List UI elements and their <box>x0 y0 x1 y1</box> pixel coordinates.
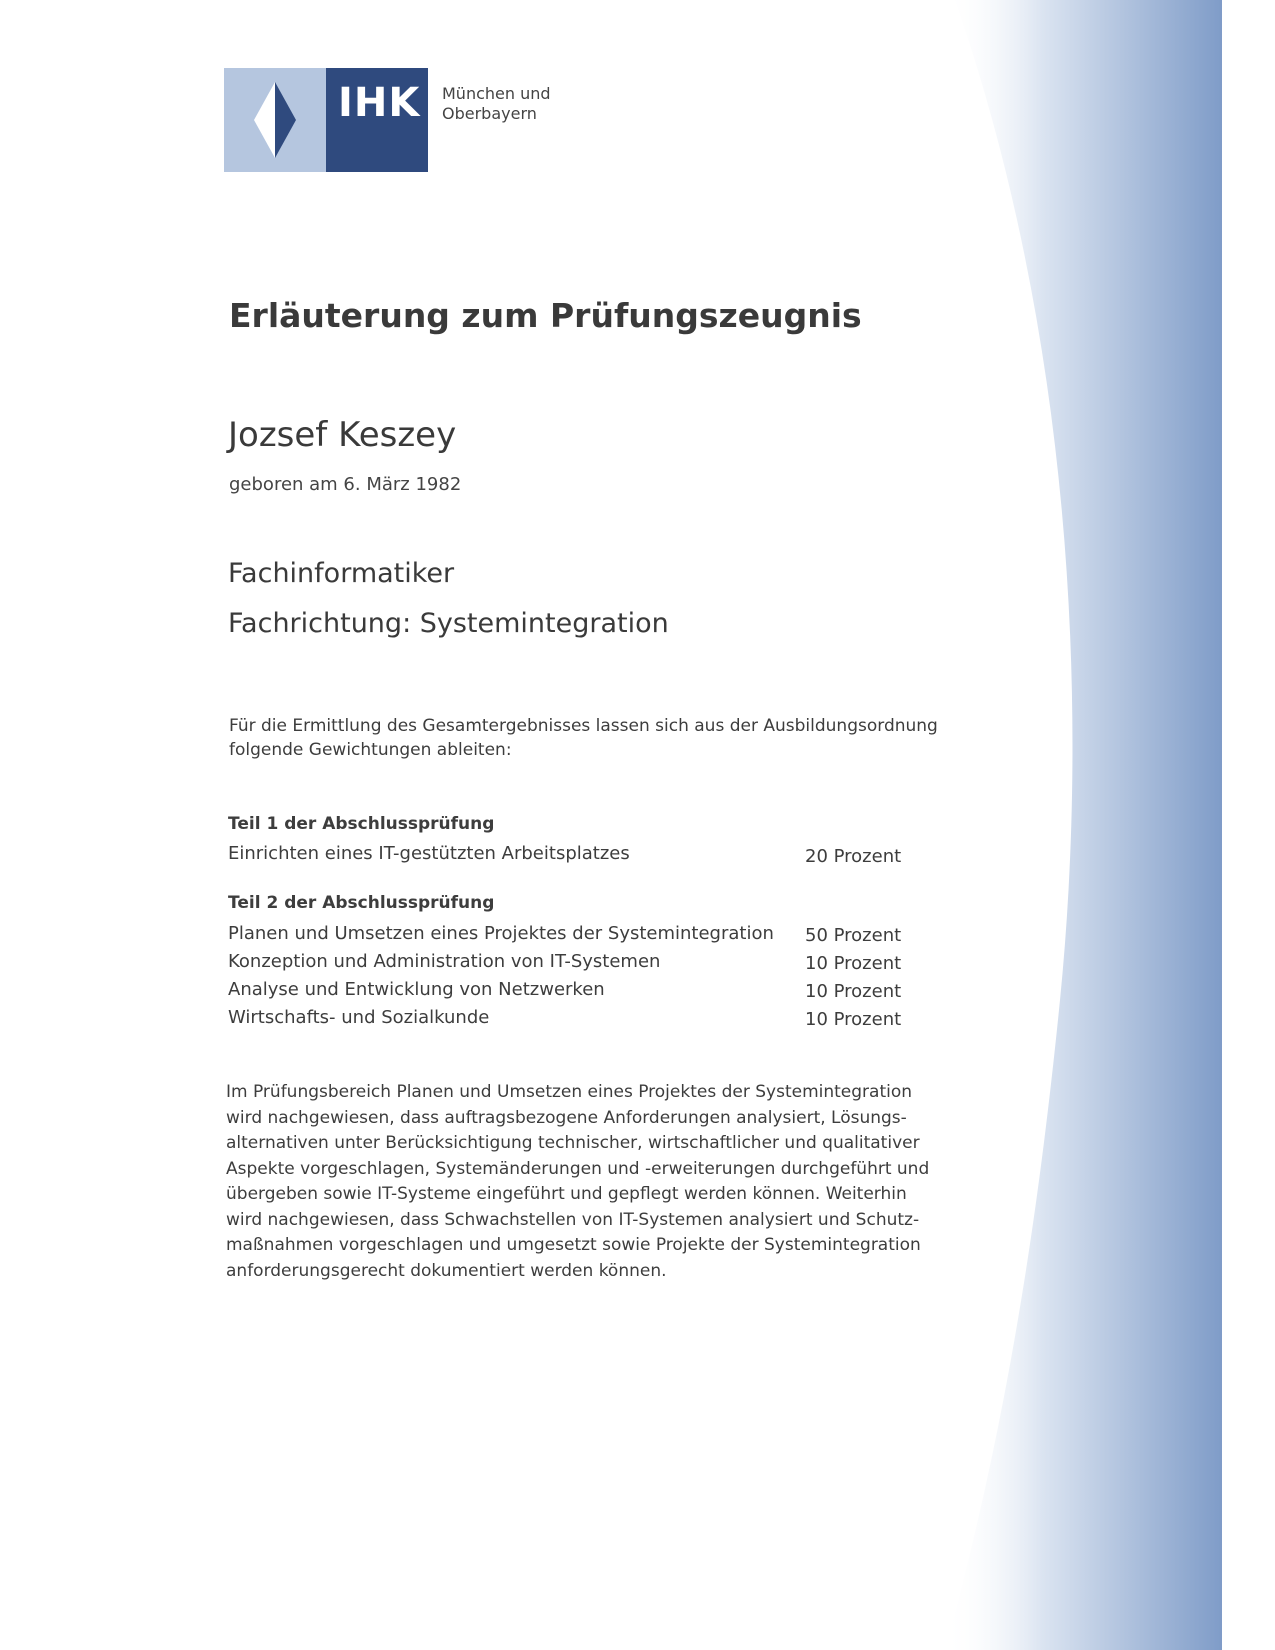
closing-line: Im Prüfungsbereich Planen und Umsetzen eines Projektes der Systemintegration <box>226 1082 913 1102</box>
profession: Fachinformatiker <box>228 558 455 589</box>
intro-paragraph <box>229 714 949 762</box>
weighting-row-label: Analyse und Entwicklung von Netzwerken <box>228 979 605 1000</box>
candidate-name: Jozsef Keszey <box>228 415 457 455</box>
weighting-row-value: 10 Prozent <box>805 1009 902 1030</box>
closing-line: wird nachgewiesen, dass Schwachstellen von IT-Systemen analysiert und Schutz- <box>226 1209 920 1230</box>
logo-light-block <box>224 68 326 172</box>
logo-region-line-1: München und <box>442 84 551 103</box>
specialization: Fachrichtung: Systemintegration <box>228 608 669 639</box>
closing-line: alternativen unter Berücksichtigung technischer, wirtschaftlicher und qualitativer <box>226 1133 920 1153</box>
closing-line: Aspekte vorgeschlagen, Systemänderungen und -erweiterungen durchgeführt und <box>226 1158 930 1179</box>
intro-line: folgende Gewichtungen ableiten: <box>229 740 512 760</box>
weighting-row-label: Konzeption und Administration von IT-Systemen <box>228 951 661 972</box>
diamond-icon <box>254 82 296 158</box>
birth-date: geboren am 6. März 1982 <box>229 474 462 495</box>
section-heading-part-2: Teil 2 der Abschlussprüfung <box>228 893 495 913</box>
logo-region-line-2: Oberbayern <box>442 104 537 123</box>
weighting-row-value: 20 Prozent <box>805 846 902 867</box>
weighting-row-label: Wirtschafts- und Sozialkunde <box>228 1007 490 1028</box>
closing-paragraph <box>226 1080 946 1284</box>
document-title: Erläuterung zum Prüfungszeugnis <box>229 296 862 335</box>
weighting-row-value: 10 Prozent <box>805 981 902 1002</box>
weighting-row-value: 50 Prozent <box>805 925 902 946</box>
closing-line: maßnahmen vorgeschlagen und umgesetzt sowie Projekte der Systemintegration <box>226 1235 921 1255</box>
ihk-logo <box>224 68 560 172</box>
closing-line: anforderungsgerecht dokumentiert werden können. <box>226 1260 667 1281</box>
logo-abbreviation: IHK <box>338 80 421 126</box>
weighting-row-label: Planen und Umsetzen eines Projektes der Systemintegration <box>228 923 774 944</box>
section-heading-part-1: Teil 1 der Abschlussprüfung <box>228 814 495 834</box>
closing-line: übergeben sowie IT-Systeme eingeführt und gepflegt werden können. Weiterhin <box>226 1184 907 1204</box>
weighting-row-value: 10 Prozent <box>805 953 902 974</box>
closing-line: wird nachgewiesen, dass auftragsbezogene Anforderungen analysiert, Lösungs- <box>226 1107 907 1128</box>
weighting-row-label: Einrichten eines IT-gestützten Arbeitsplatzes <box>228 843 630 864</box>
logo-region <box>442 84 572 124</box>
intro-line: Für die Ermittlung des Gesamtergebnisses lassen sich aus der Ausbildungsordnung <box>229 716 938 736</box>
